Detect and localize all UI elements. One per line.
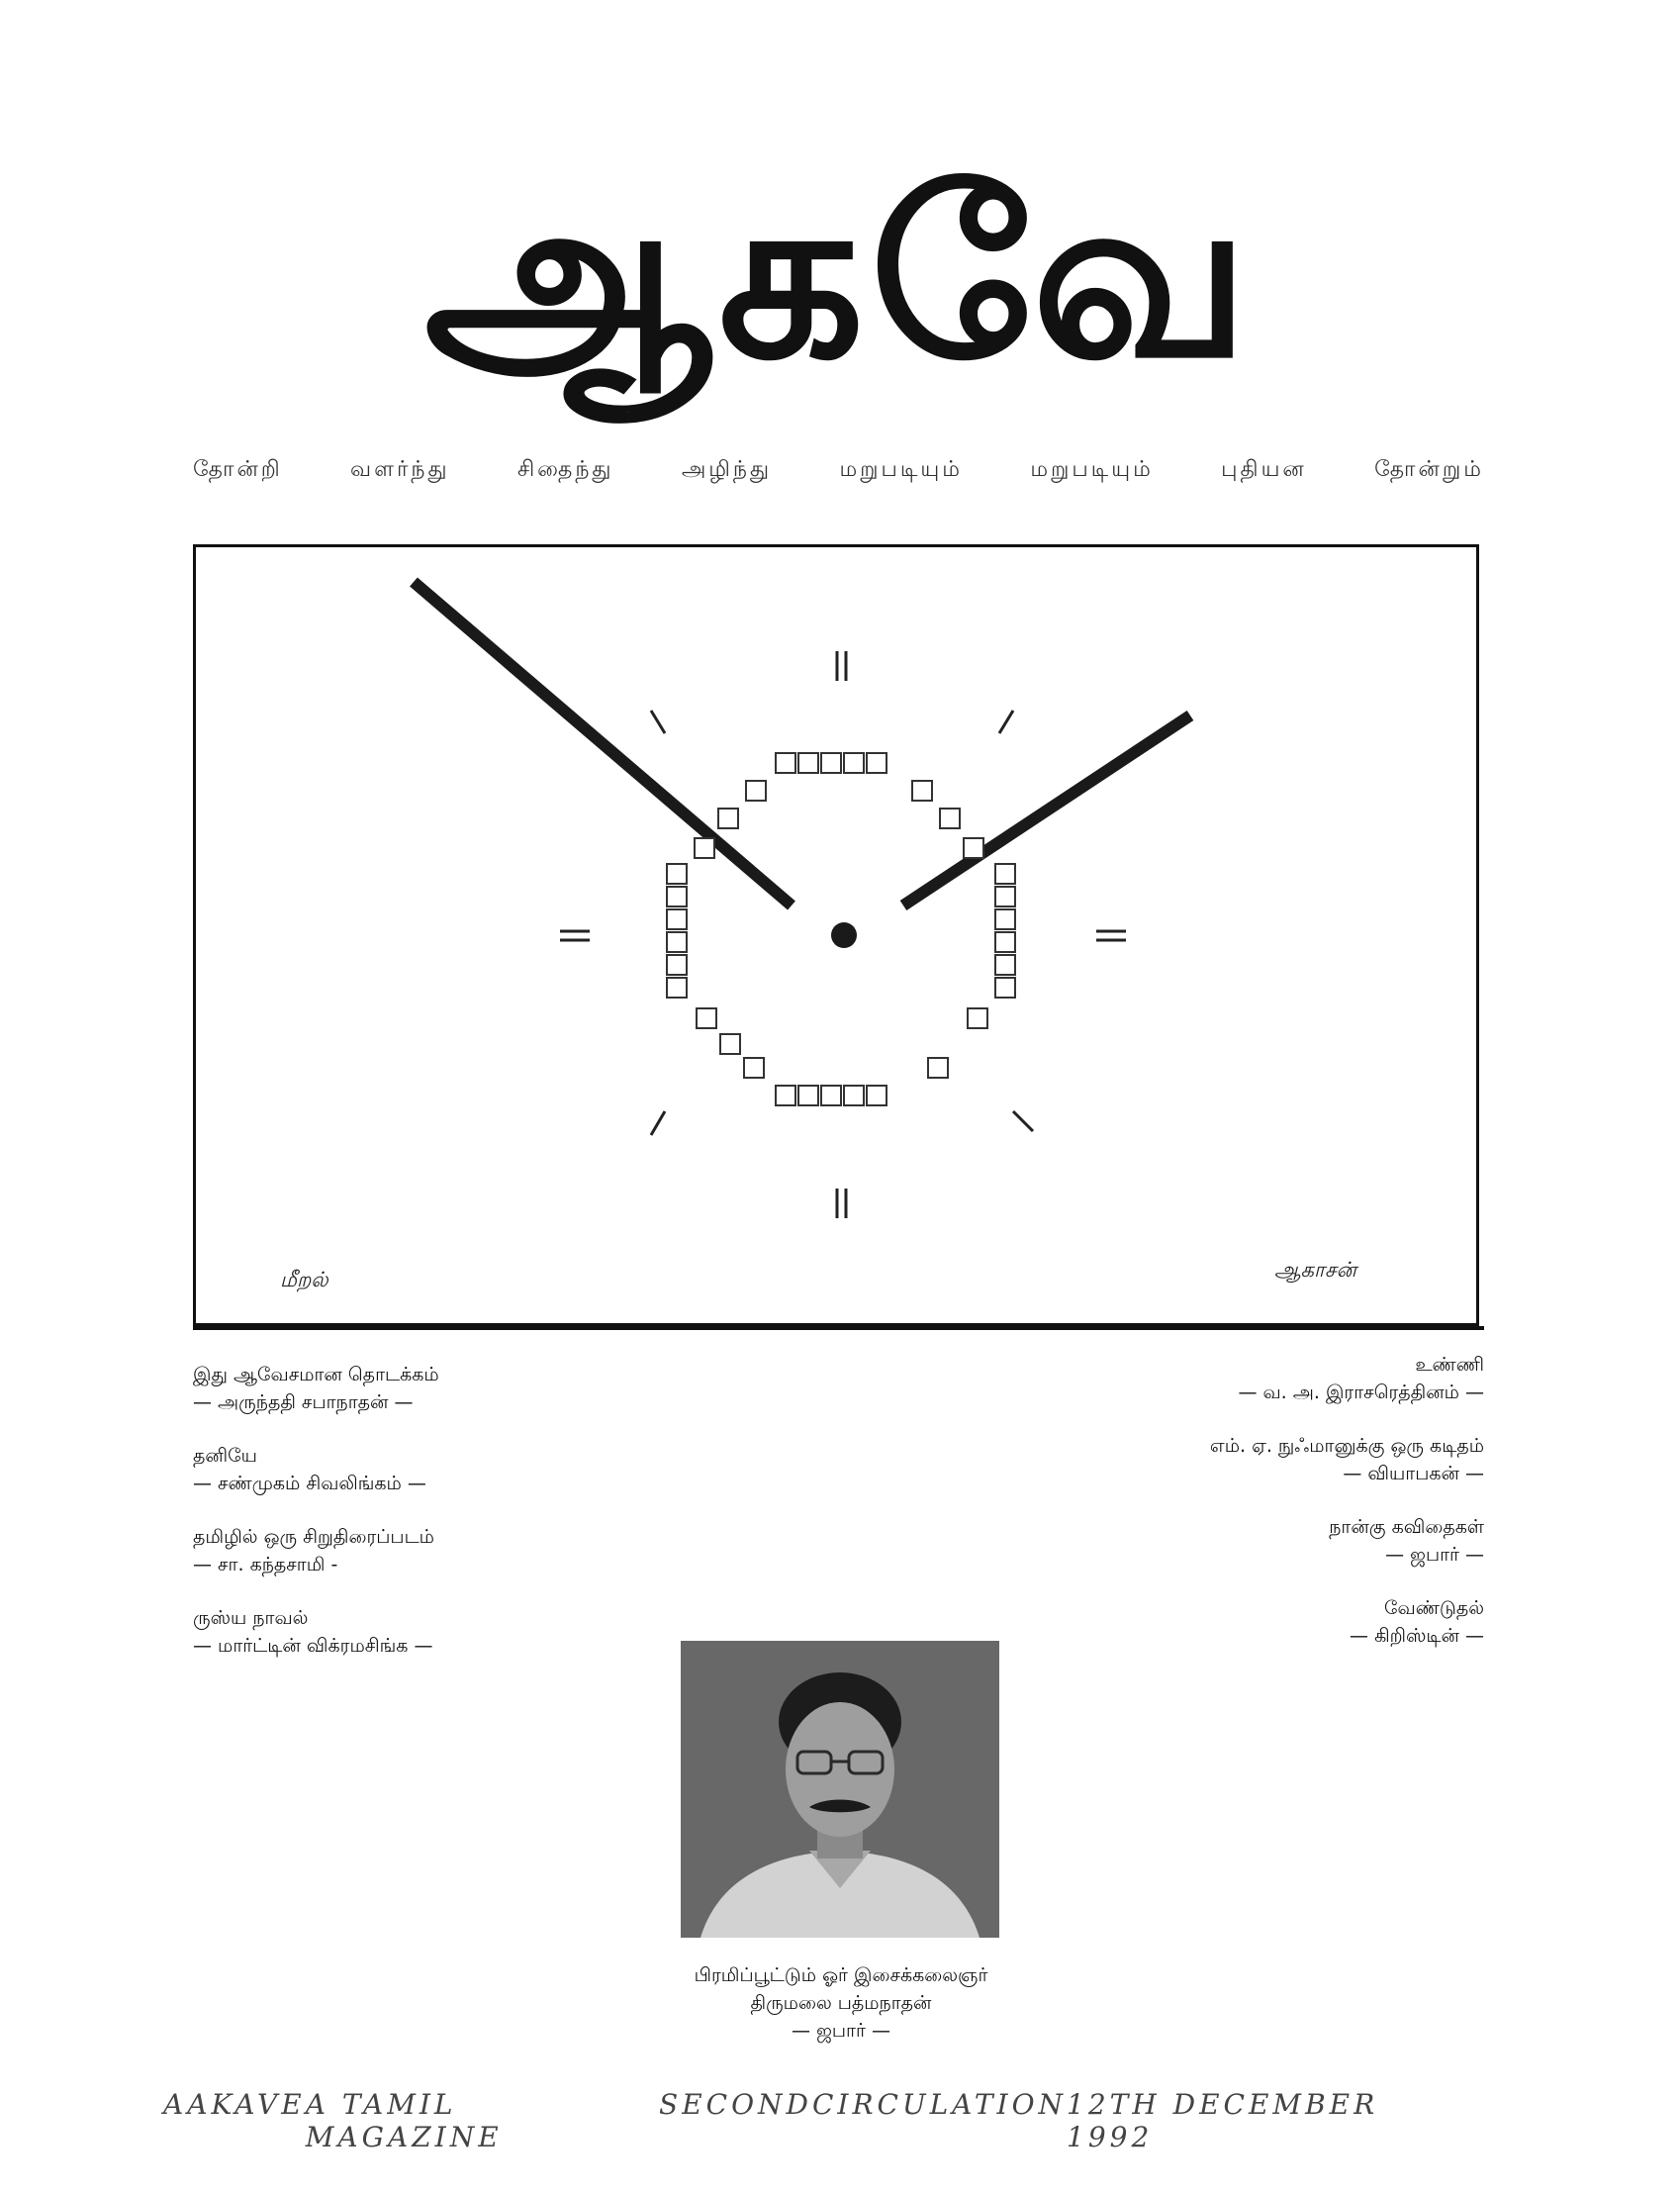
photo-caption (594, 1961, 1088, 2045)
contents-entry (193, 1523, 747, 1578)
contents-entry (989, 1594, 1484, 1650)
tagline-word: வளர்ந்து (350, 457, 450, 482)
entry-author: — ஜபார் — (1385, 1544, 1484, 1566)
entry-author: — வ. அ. இராசரெத்தினம் — (1238, 1382, 1484, 1403)
entry-title: எம். ஏ. நுஃமானுக்கு ஒரு கடிதம் (1209, 1435, 1484, 1457)
contents-entry (989, 1432, 1484, 1487)
tagline-word: மறுபடியும் (839, 457, 963, 482)
contents-left (193, 1361, 747, 1685)
entry-author: — கிறிஸ்டின் — (1350, 1625, 1484, 1647)
clock-center (831, 922, 857, 948)
footer-item: SECOND (659, 2088, 812, 2121)
contents-entry (193, 1361, 747, 1416)
caption-line: பிரமிப்பூட்டும் ஓர் இசைக்கலைஞர் (694, 1964, 988, 1986)
cover-label-right: ஆகாசன் (1274, 1258, 1356, 1282)
tagline (193, 457, 1484, 485)
masthead-title: ஆகவே (424, 144, 1256, 409)
portrait-photo-icon (681, 1641, 999, 1938)
entry-title: உண்ணி (1415, 1354, 1484, 1376)
entry-title: ருஸ்ய நாவல் (193, 1607, 309, 1629)
cover-frame (193, 544, 1479, 1326)
entry-author: — வியாபகன் — (1343, 1463, 1484, 1484)
contents-entry (989, 1351, 1484, 1406)
footer-item: A TAMIL MAGAZINE (305, 2088, 503, 2153)
frame-bottom-rule (193, 1326, 1484, 1330)
tagline-word: தோன்றும் (1374, 457, 1484, 482)
tagline-word: அழிந்து (681, 457, 773, 482)
cover-label-left: மீறல் (280, 1268, 328, 1291)
entry-title: தனியே (193, 1445, 257, 1467)
entry-title: தமிழில் ஒரு சிறுதிரைப்படம் (193, 1526, 434, 1548)
footer (163, 2088, 1469, 2153)
entry-author: — மார்ட்டின் விக்ரமசிங்க — (193, 1635, 433, 1657)
footer-item: AAKAVE (163, 2088, 306, 2121)
tagline-word: தோன்றி (193, 457, 283, 482)
contents-entry (193, 1604, 747, 1660)
contents-entry (193, 1442, 747, 1497)
caption-line: திருமலை பத்மநாதன் (750, 1992, 932, 2014)
entry-author: — சண்முகம் சிவலிங்கம் — (193, 1473, 426, 1494)
footer-item: CIRCULATION (811, 2088, 1068, 2121)
tagline-word: புதியன (1221, 457, 1307, 482)
tagline-word: மறுபடியும் (1030, 457, 1154, 482)
entry-title: இது ஆவேசமான தொடக்கம் (193, 1364, 439, 1385)
contents-right (989, 1351, 1484, 1675)
footer-item: 12TH DECEMBER 1992 (1067, 2088, 1379, 2153)
entry-author: — அருந்ததி சபாநாதன் — (193, 1391, 414, 1413)
clock-hand-left (414, 582, 792, 906)
entry-title: நான்கு கவிதைகள் (1329, 1516, 1484, 1538)
contents-entry (989, 1513, 1484, 1569)
clock-illustration-icon (196, 547, 1482, 1329)
entry-title: வேண்டுதல் (1384, 1597, 1484, 1619)
caption-line: — ஜபார் — (792, 2020, 890, 2042)
tagline-word: சிதைந்து (516, 457, 614, 482)
entry-author: — சா. கந்தசாமி - (193, 1554, 338, 1575)
